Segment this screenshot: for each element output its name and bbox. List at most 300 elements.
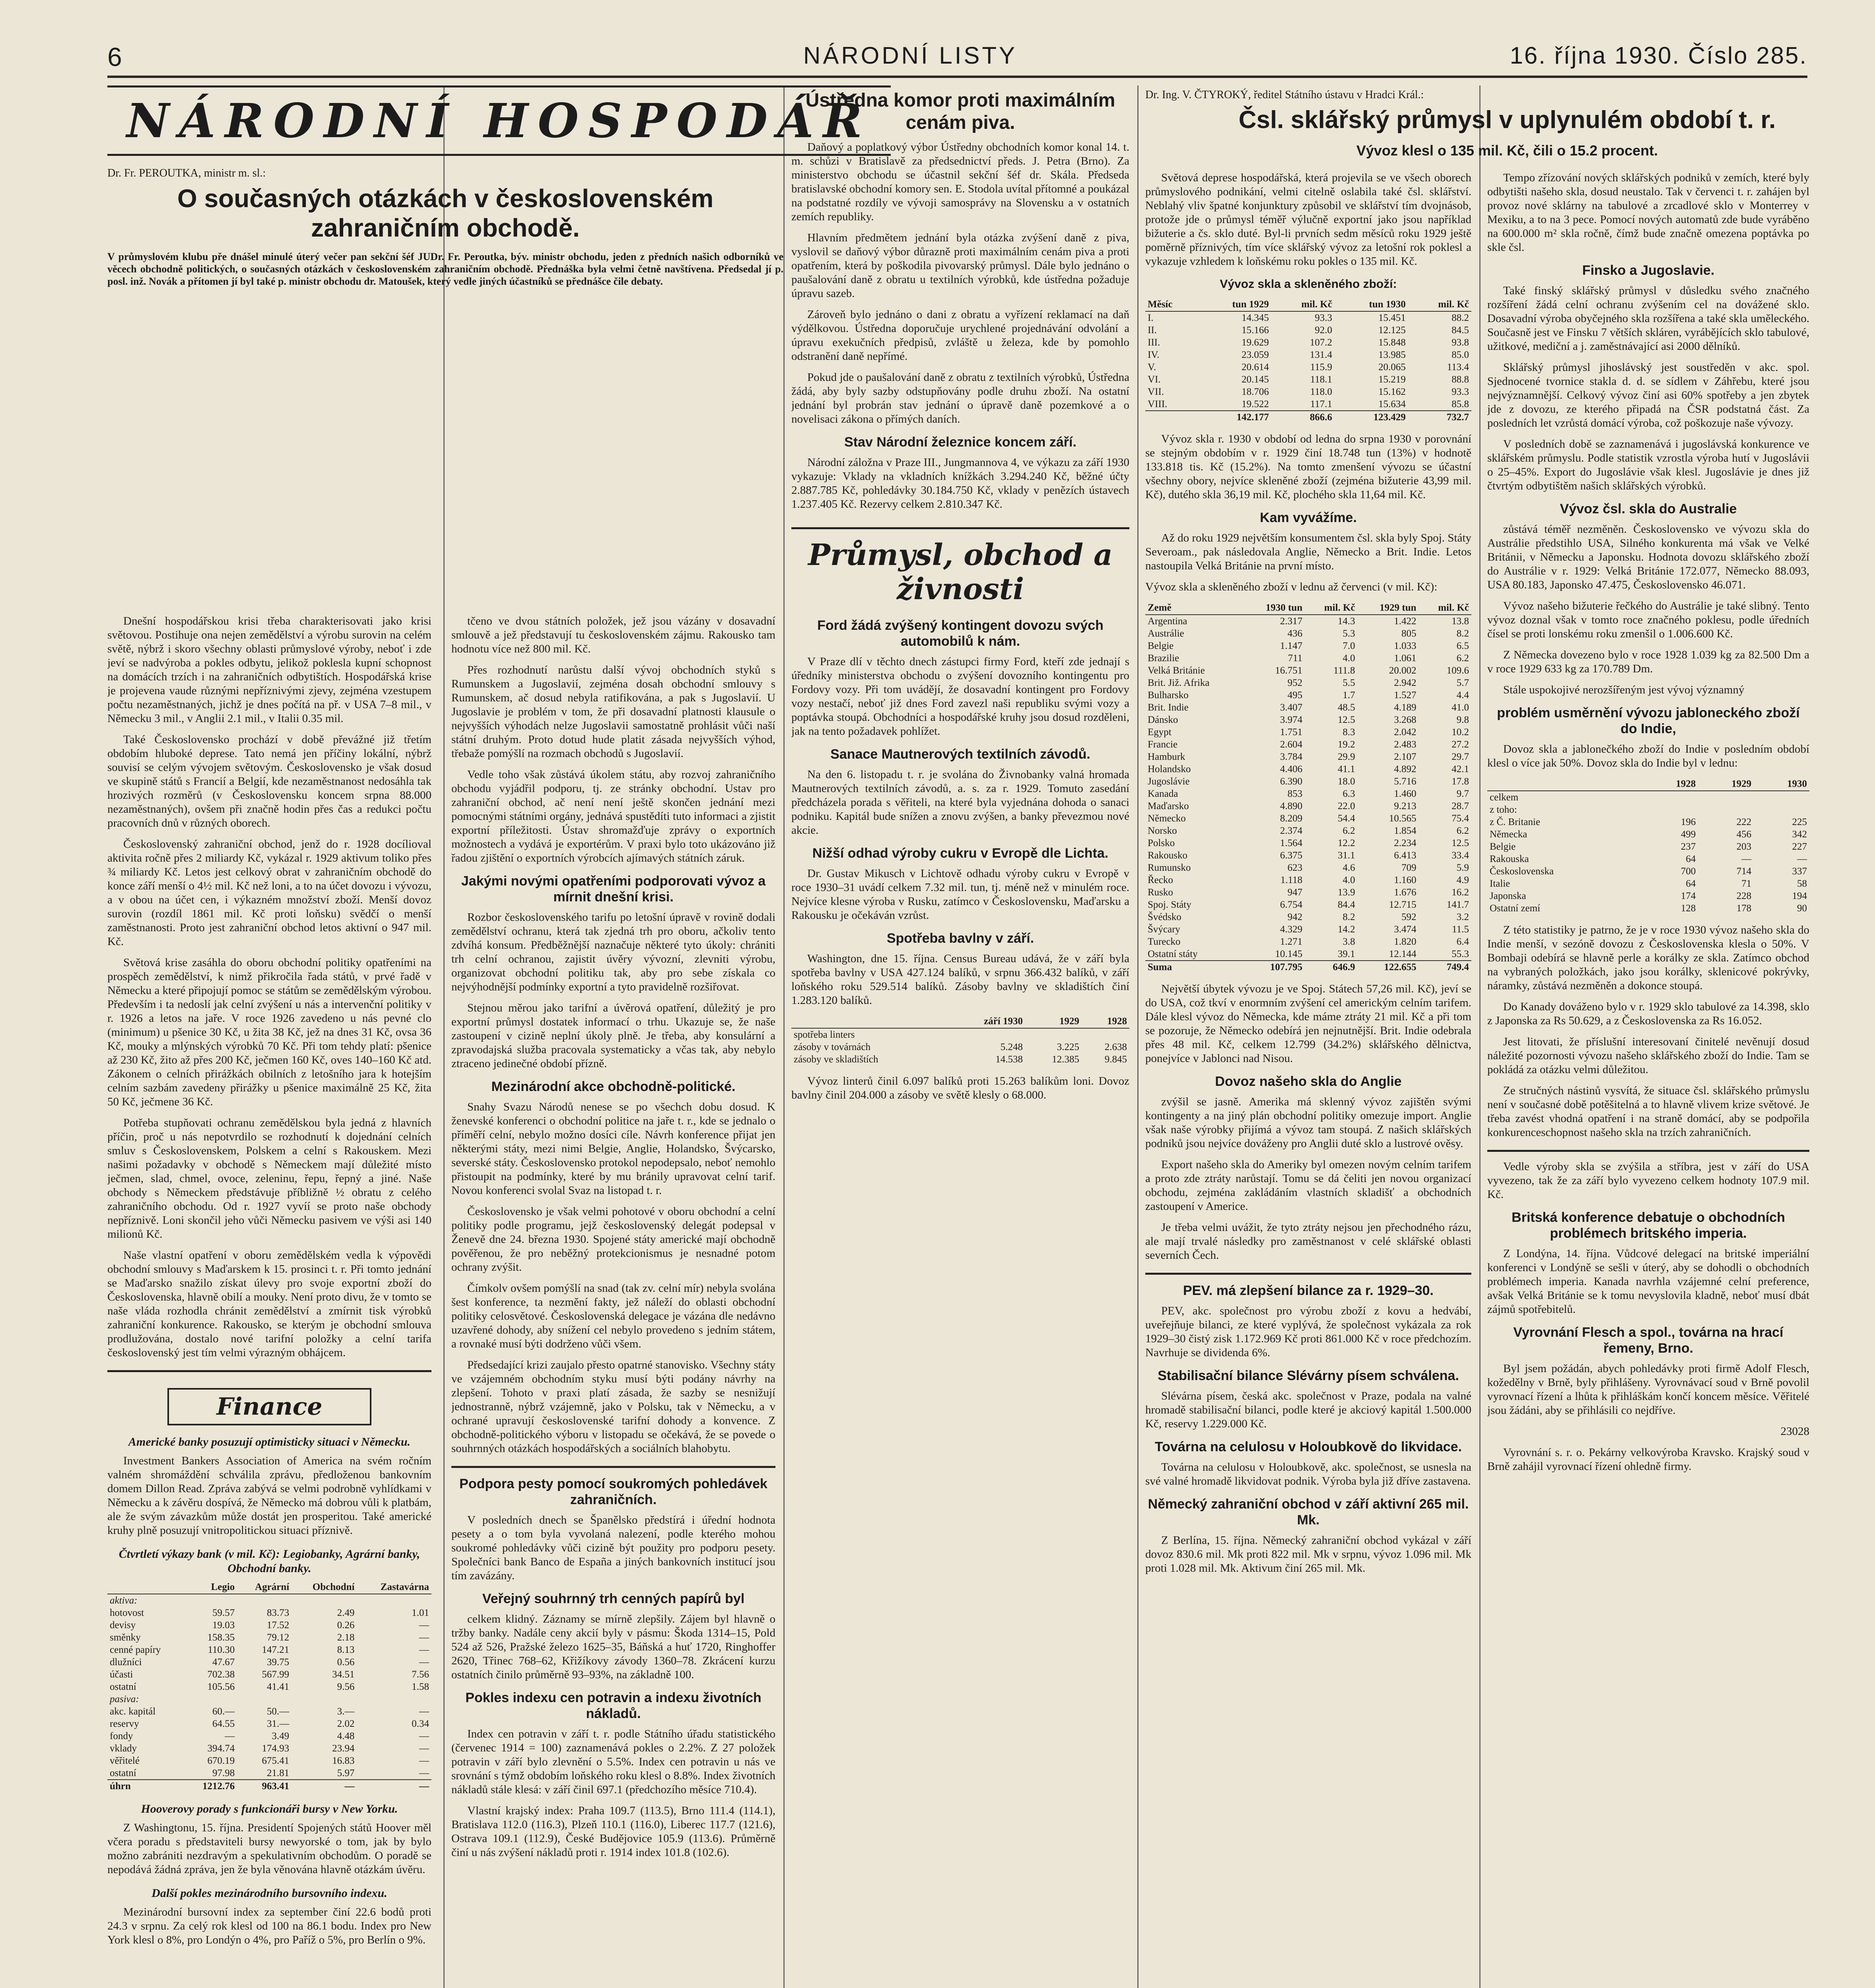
table-cell: 6.375 — [1280, 850, 1303, 861]
table-cell: 4.0 — [1343, 653, 1355, 664]
table-cell: 16.83 — [332, 1755, 355, 1766]
paragraph: Naše vlastní opatření v oboru zemědělském vedla k výpovědi obchodní smlouvy s Maďarskem k 15. prosinci t. r. Při tomto jednání se Maďarsko snažilo získat úlevy pro svoje exportní zboží do Československa, hlavně obilí a mouky. Není proto divu, že v tomto se naše vláda rozhodla chránit zemědělství a zmírnit tisk výrobků zahraniční konkurence. Rakousko, se kterým je obchodní smlouva prodlužována, dostalo nové tarifní položky a celní tarifa československý jest tím velmi výrazným obhájcem. — [107, 1249, 431, 1359]
table-cell: Francie — [1148, 739, 1177, 750]
table-cell: 79.12 — [267, 1632, 290, 1643]
paragraph: Snahy Svazu Národů nenese se po všechch dobu dosud. K ženevské konferenci o obchodní politice na jaře t. r., kde se jednalo o příměří celní, nebylo možno dosíci cíle. Návrh konference přijat jen některými státy, mezi nimi Belgie, Anglie, Holandsko, Švýcarsko, severské státy. Československo protokol nepodepsalo, neboť nemohlo přistoupit na podmínky, které by mu bránily upravovat celní tarif. Novou konferenci svolal Svaz na listopad t. r. — [451, 1101, 775, 1197]
page-number: 6 — [107, 42, 123, 72]
table-header: mil. Kč — [1305, 601, 1357, 615]
table-cell: 13.985 — [1378, 349, 1406, 360]
article-column-2 — [451, 614, 775, 1988]
table-cell: 88.2 — [1451, 313, 1469, 323]
table-cell: Polsko — [1148, 838, 1175, 848]
table-cell: Spoj. Státy — [1148, 899, 1191, 910]
divider — [107, 1370, 431, 1372]
table-row — [1145, 911, 1471, 923]
paragraph: Z Berlína, 15. října. Německý zahraniční obchod vykázal v září dovoz 830.6 mil. Mk proti 822 mil. Mk v srpnu, vývoz 1.096 mil. Mk proti 1.028 mil. Mk. Aktivum činí 265 mil. Mk. — [1145, 1534, 1471, 1574]
table-cell: Kanada — [1148, 788, 1178, 799]
table-header: tun 1929 — [1198, 298, 1271, 311]
table-cell: Egypt — [1148, 727, 1172, 738]
table-cell — [1145, 411, 1198, 423]
table-cell: — — [419, 1743, 429, 1754]
table-cell: 13.9 — [1337, 887, 1355, 898]
table-cell: 196 — [1681, 817, 1696, 827]
table-header: 1928 — [1642, 777, 1698, 791]
table-title: Vývoz skla a skleněného zboží: — [1220, 278, 1397, 291]
table-cell: 1.751 — [1280, 727, 1303, 738]
table-cell: 1.271 — [1280, 936, 1303, 947]
table-section-row — [107, 1693, 431, 1705]
divider — [1487, 1150, 1809, 1152]
subheading: Vývoz čsl. skla do Australie — [1560, 501, 1737, 516]
table-cell: 31.1 — [1337, 850, 1355, 861]
table-row — [1145, 899, 1471, 911]
table-row — [1145, 386, 1471, 398]
table-cell: 141.7 — [1446, 899, 1469, 910]
table-header-row — [107, 1580, 431, 1594]
table-header: Legio — [185, 1580, 237, 1594]
table-cell: V. — [1148, 362, 1156, 373]
table-cell: 1.460 — [1394, 788, 1416, 799]
table-cell: Bulharsko — [1148, 690, 1189, 701]
table-cell: fondy — [110, 1731, 133, 1741]
subheading: Jakými novými opatřeními podporovati vývoz a mírnit dnešní krisi. — [461, 874, 766, 905]
table-row — [1145, 800, 1471, 812]
table-cell: Brit. Indie — [1148, 702, 1189, 713]
table-cell: 1.160 — [1394, 875, 1416, 885]
news-headline: Britská konference debatuje o obchodních problémech britského imperia. — [1512, 1210, 1785, 1241]
table-cell: 20.002 — [1389, 665, 1416, 676]
table-row — [107, 1607, 431, 1619]
table-cell: 2.02 — [337, 1718, 355, 1729]
table-cell: 4.406 — [1280, 764, 1303, 775]
table-cell: Švýcary — [1148, 924, 1180, 935]
table-header: 1929 tun — [1358, 601, 1419, 615]
paragraph: Vedle výroby skla se zvýšila a stříbra, jest v září do USA vyvezeno, tak že za září bylo vyvezeno celkem hodnoty 107.9 mil. Kč. — [1487, 1160, 1809, 1201]
table-row — [1145, 862, 1471, 874]
table-cell: 41.1 — [1337, 764, 1355, 775]
table-cell: 8.3 — [1343, 727, 1355, 738]
table-row — [1145, 652, 1471, 664]
table-cell: 6.2 — [1343, 825, 1355, 836]
table-cell: 29.9 — [1337, 751, 1355, 762]
paragraph: Továrna na celulosu v Holoubkově, akc. společnost, se usnesla na své valné hromadě likvidovat podnik. Výroba byla již dříve zastavena. — [1145, 1461, 1471, 1487]
table-cell: 16.751 — [1275, 665, 1303, 676]
paragraph: Světová deprese hospodářská, která projevila se ve všech oborech průmyslového podnikání, velmi citelně oslabila také čsl. sklářství. Neblahý vliv špatné konjunktury způsobil ve sklářství tím dvojnásob, protože jde o průmysl téměř výlučně exportní jako jsou například bižuterie a čs. sklo duté. Byl-li prvních sedm měsíců roku 1929 ještě poměrně příznivých, tím více sklářský vývoz za letošní rok poklesl a vykazuje vzhledem k loňskému roku pokles o 135 mil. Kč. — [1145, 171, 1471, 268]
bank-table — [107, 1580, 431, 1792]
table-cell: VIII. — [1148, 399, 1168, 410]
table-cell: 4.890 — [1280, 801, 1303, 812]
table-cell: 2.604 — [1280, 739, 1303, 750]
table-cell: 14.538 — [995, 1054, 1023, 1065]
paragraph: Pokud jde o paušalování daně z obratu z textilních výrobků, Ústředna žádá, aby byly sazby odstupňovány podle druhu zboží. Na ostatní jednání byl probrán stav jednání o úpravě daně pozemkové a o novelisaci zákona o přímých daních. — [791, 371, 1129, 425]
news-headline: Nižší odhad výroby cukru v Evropě dle Lichta. — [812, 846, 1109, 861]
paragraph: Daňový a poplatkový výbor Ústředny obchodních komor konal 14. t. m. schůzi v Bratislavě za předsednictví předs. J. Petra (Brno). Za ministerstvo obchodu se účastnil sekční šéf dr. Skála. Předseda bratislavské obchodní komory sen. E. Stodola uvítal přítomné a poukázal na podstatné rozdíly ve vývoji samosprávy na Slovensku a v ostatních zemích republiky. — [791, 141, 1129, 223]
table-row — [791, 1028, 1129, 1041]
table-cell: 19.522 — [1242, 399, 1269, 410]
paragraph: Z Londýna, 14. října. Vůdcové delegací na britské imperiální konferenci v Londýně se sešli v úterý, aby se dohodli o obchodních problémech imperia. Kanada navrhla vzájemné celní preference, avšak Velká Británie se k tomu nevyslovila kladně, neboť musí dbát zájmů spotřebitelů. — [1487, 1247, 1809, 1316]
table-cell: 110.30 — [208, 1644, 235, 1655]
paragraph: Dovoz skla a jablonečkého zboží do Indie v posledním období klesl o více jak 50%. Dovoz skla do Indie byl v lednu: — [1487, 743, 1809, 769]
table-row — [1145, 837, 1471, 849]
cotton-table — [791, 1015, 1129, 1066]
table-cell: 34.51 — [332, 1669, 355, 1680]
table-cell — [1698, 804, 1754, 816]
table-section-label: pasiva: — [110, 1694, 139, 1705]
table-row — [1487, 865, 1809, 878]
table-total-row — [1145, 961, 1471, 973]
table-cell: 6.413 — [1394, 850, 1416, 861]
table-cell: Rakousko — [1148, 850, 1187, 861]
paragraph: celkem klidný. Záznamy se mírně zlepšily. Zájem byl hlavně o tržby banky. Nadále ceny akcií byly v pásmu: Škoda 1314–15, Pold 524 až 526, Pražské železo 1625–35, Báňská a huť 1720, Ringhoffer 2620, Třinec 768–62, Křižíkovy závody 1360–78. Zkrácení kurzu ostatních činilo průměrně 93–93%, na základně 100. — [451, 1613, 775, 1681]
paragraph: Dr. Gustav Mikusch v Lichtově odhadu výroby cukru v Evropě v roce 1930–31 uvádí celkem 7.32 mil. tun, tj. méně než v minulém roce. Nejvíce klesne výroba v Rusku, zatímco v Československu, Maďarsku a Rakousku je očekáván vzrůst. — [791, 867, 1129, 922]
glass-export-country-table — [1145, 601, 1471, 973]
table-cell: Maďarsko — [1148, 801, 1189, 812]
table-cell — [948, 1028, 1025, 1041]
table-cell: Německa — [1490, 829, 1527, 840]
table-cell: 93.3 — [1451, 386, 1469, 397]
table-cell: 1.564 — [1280, 838, 1303, 848]
table-cell: 700 — [1681, 866, 1696, 877]
table-cell: 12.715 — [1389, 899, 1416, 910]
table-cell: 227 — [1792, 841, 1807, 852]
news-headline: Sanace Mautnerových textilních závodů. — [830, 747, 1090, 762]
news-headline: PEV. má zlepšení bilance za r. 1929–30. — [1183, 1283, 1434, 1298]
table-cell: 39.75 — [267, 1657, 290, 1668]
paragraph: Předsedající krizi zaujalo přesto opatrné stanovisko. Všechny státy ve vzájemném obchodním styku musí býti podány návrhy na zlepšení. Tohoto v praxi platí zásada, že sazby se nesnižují jednostranně, nýbrž vzájemně, jako v Polsku, tak v Německu, a v ochrané upravují československé tarifní dohody a konvence. Z obchodně-politického výboru v listopadu se očekává, že se povede o souhrnných otázkách hospodářských a sociálních blahobytu. — [451, 1359, 775, 1455]
paragraph: Z Německa dovezeno bylo v roce 1928 1.039 kg za 82.500 Dm a v roce 1929 633 kg za 170.789 Dm. — [1487, 648, 1809, 675]
table-row — [1145, 373, 1471, 386]
news-headline: Stabilisační bilance Slévárny písem schválena. — [1158, 1368, 1459, 1383]
table-cell: — — [419, 1706, 429, 1717]
table-cell: 3.2 — [1456, 912, 1469, 922]
table-row — [1487, 804, 1809, 816]
paragraph: Největší úbytek vývozu je ve Spoj. Státech 57,26 mil. Kč), jeví se do USA, což tkví v enormním zvýšení cel americkým celním tarifem. Dále klesl vývoz do Německa, kde máme ztráty 21 mil. Kč a při tom se pozoruje, že Německo odebírá jen nejnutnější. Brit. Indie odebrala přes 48 mil. Kč, celkem 12.799 (34.2%) sklářského dělnictva, ponejvíce v Jablonci nad Nisou. — [1145, 982, 1471, 1065]
table-cell: 178 — [1736, 903, 1752, 914]
table-cell: VI. — [1148, 374, 1161, 385]
table-cell: 567.99 — [262, 1669, 290, 1680]
table-cell: 28.7 — [1451, 801, 1469, 812]
table-cell: 456 — [1736, 829, 1752, 840]
table-row — [1145, 311, 1471, 324]
table-cell: 14.345 — [1242, 313, 1269, 323]
table-header: tun 1930 — [1335, 298, 1408, 311]
divider — [451, 1466, 775, 1468]
table-cell: Rakouska — [1490, 854, 1529, 864]
table-cell: 3.474 — [1394, 924, 1416, 935]
paragraph: Až do roku 1929 největším konsumentem čsl. skla byly Spoj. Státy Severoam., pak následovala Anglie, Německo a Brit. Indie. Letos nastoupila Velká Británie na první místo. — [1145, 532, 1471, 572]
table-cell: 2.18 — [337, 1632, 355, 1643]
table-cell: 342 — [1792, 829, 1807, 840]
table-row — [107, 1742, 431, 1755]
paragraph: Vývoz našeho bižuterie řečkého do Austrálie je také slibný. Tento vývoz doznal však v tomto roce značného poklesu, podle úředních čísel se proti lonskému roku zmenšil o 1.006.600 Kč. — [1487, 600, 1809, 640]
paragraph: Vyrovnání s. r. o. Pekárny velkovýroba Kravsko. Krajský soud v Brně zahájil vyrovnací řízení ohledně firmy. — [1487, 1446, 1809, 1473]
table-cell — [1082, 1028, 1129, 1041]
table-cell: Turecko — [1148, 936, 1181, 947]
table-cell: 12.125 — [1378, 325, 1406, 336]
table-cell: 5.7 — [1456, 678, 1469, 688]
table-cell: 6.390 — [1280, 776, 1303, 787]
table-cell: 19.03 — [212, 1620, 235, 1631]
news-headline: Veřejný souhrnný trh cenných papírů byl — [482, 1591, 745, 1606]
table-row — [1145, 349, 1471, 361]
table-cell: 2.317 — [1280, 616, 1303, 627]
paragraph: V posledních době se zaznamenává i jugoslávská konkurence ve sklářském průmyslu. Podle statistik vzrostla výroba hutí v Jugoslávii o 25–45%. Export do Jugoslávie však klesl. Jugoslávie je dnes již čtvrtým odbytištěm našich sklářských výrobků. — [1487, 438, 1809, 492]
paragraph: Jest litovati, že příslušní interesovaní činitelé nevěnují dosud náležité pozornosti vývozu našeho sklářského zboží do Indie. Tam se pokládá za otázku velmi důležitou. — [1487, 1035, 1809, 1076]
paragraph: Sklářský průmysl jihoslávský jest soustředěn v akc. spol. Sjednocené tvornice stakla d. d. se sídlem v Záhřebu, které jsou nejvýznamnější. Celkový vývoz činí asi 60% spotřeby a jen zbytek jde z dovozu, ze kterého připadá na ČSR podstatná část. Za posledních let vzrůstá domácí výroba, což poškozuje naše vývozy. — [1487, 361, 1809, 429]
paragraph: Washington, dne 15. října. Census Bureau udává, že v září byla spotřeba bavlny v USA 427.124 balíků, v srpnu 366.432 balíků, v září loňského roku 529.514 balíků. Zásoby bavlny ve skladištích činí 1.283.120 balíků. — [791, 952, 1129, 1007]
table-cell: 48.5 — [1337, 702, 1355, 713]
table-cell: 75.4 — [1451, 813, 1469, 824]
table-cell: Rusko — [1148, 887, 1173, 898]
table-cell: 2.483 — [1394, 739, 1416, 750]
table-cell: 714 — [1736, 866, 1752, 877]
table-row — [107, 1681, 431, 1693]
table-cell: 623 — [1287, 862, 1303, 873]
paragraph: Do Kanady dováženo bylo v r. 1929 sklo tabulové za 14.398, sklo z Japonska za Rs 50.629, a z Československa za Rs 16.052. — [1487, 1000, 1809, 1027]
table-cell: 113.4 — [1447, 362, 1469, 373]
table-cell: zásoby v továrnách — [794, 1042, 870, 1052]
subheading: Mezinárodní akce obchodně-politické. — [491, 1079, 736, 1094]
table-cell: Ostatní státy — [1148, 949, 1198, 959]
paragraph: Vedle toho však zůstává úkolem státu, aby rozvoj zahraničního obchodu vyjádřil podporu, tj. ze stránky obchodní. Ustav pro zahraniční obchod, ač není není ještě skončen jednání mezi pomocnými státními orgány, jednává spustědíti tuto informaci a zjistit exportní příležitosti. Ústav shromažďuje zprávy o exportních možnostech a vydává je exportérům. V praxi bylo toto ukázováno již řadou zjištění o exportních výrobcích ajímavých státních záruk. — [451, 768, 775, 864]
table-cell: 128 — [1681, 903, 1696, 914]
table-cell: 10.565 — [1389, 813, 1416, 824]
table-cell: 2.042 — [1394, 727, 1416, 738]
paragraph: Index cen potravin v září t. r. podle Státního úřadu statistického (červenec 1914 = 100) zaznamenává pokles o 2.2%. Z 27 položek potravin v září bylo zlevnění o 5.5%. Index cen potravin u nás ve srovnání s týmž obdobím loňského roku klesl o 8.8%. Index životních nákladů stále klesá: v září činil 697.1 (předchozího měsíce 710.4). — [451, 1728, 775, 1796]
table-cell: 1212.76 — [185, 1780, 237, 1792]
table-cell: 6.3 — [1343, 788, 1355, 799]
table-cell: 4.4 — [1456, 690, 1469, 701]
table-cell: 709 — [1401, 862, 1416, 873]
table-cell: 111.8 — [1333, 665, 1355, 676]
paragraph: Dnešní hospodářskou krisi třeba charakterisovati jako krisi světovou. Postihuje ona nejen zemědělství a výrobu surovin na celém světě, nýbrž i skoro všechny oblasti průmyslové výroby, neboť i zde jeví se nadvýroba a pokles odbytu, jelikož poklesla kupní schopnost na domácích trzích i na zahraničních odbytištích. Hospodářská krise je projevena vaude různými nepříznivými zjevy, zejména vzestupem počtu nezaměstnaných, jichž je dnes počítá na př. v USA 7–8 mil., v Německu 3 mil., v Anglii 2.1 mil., v Italii 0.35 mil. — [107, 615, 431, 725]
paragraph: Hlavním předmětem jednání byla otázka zvýšení daně z piva, vyslovil se daňový výbor důrazně proti maximálním cenám piva a proti opatřením, která by poškodila pivovarský průmysl. Dále bylo jednáno o paušalování daně z obratu u textilních výrobků, kde ústředna požaduje úpravu sazeb. — [791, 231, 1129, 300]
table-cell: 8.2 — [1456, 628, 1469, 639]
byline: Dr. Fr. PEROUTKA, ministr m. sl.: — [107, 167, 266, 179]
table-cell: 18.706 — [1242, 386, 1269, 397]
table-cell: 64 — [1686, 878, 1696, 889]
table-cell: 805 — [1401, 628, 1416, 639]
table-row — [1145, 849, 1471, 862]
table-row — [1487, 890, 1809, 902]
table-cell: 5.716 — [1394, 776, 1416, 787]
table-cell: 4.189 — [1394, 702, 1416, 713]
table-row — [1145, 775, 1471, 788]
table-cell: 15.162 — [1378, 386, 1406, 397]
table-cell: 2.49 — [337, 1607, 355, 1618]
table-cell: 60.— — [212, 1706, 235, 1717]
table-cell: 0.26 — [337, 1620, 355, 1631]
table-cell: 105.56 — [207, 1681, 235, 1692]
table-header: mil. Kč — [1419, 601, 1471, 615]
column-rule — [1137, 85, 1139, 1988]
table-cell: 13.8 — [1451, 616, 1469, 627]
table-row — [107, 1668, 431, 1681]
news-headline: Stav Národní železnice koncem září. — [844, 435, 1076, 450]
table-cell: 9.8 — [1456, 714, 1469, 725]
table-header: mil. Kč — [1408, 298, 1471, 311]
table-cell: 97.98 — [212, 1768, 235, 1778]
table-cell: 3.— — [337, 1706, 355, 1717]
table-cell: — — [225, 1731, 235, 1741]
table-header: 1930 — [1754, 777, 1809, 791]
table-cell: devisy — [110, 1620, 136, 1631]
paragraph: Na den 6. listopadu t. r. je svolána do Živnobanky valná hromada Mautnerových textilních závodů, a. s. za r. 1929. Tomuto zasedání předcházela porada s věřiteli, na které byla vyjednána dohoda o sanaci podniku. Kapitál bude snížen a znovu zvýšen, a banky převezmou nové akcie. — [791, 768, 1129, 837]
table-cell: 1.01 — [412, 1607, 429, 1618]
table-cell: zásoby ve skladištích — [794, 1054, 878, 1065]
table-cell: 646.9 — [1305, 961, 1357, 973]
paragraph: Ze stručných nástinů vysvítá, že situace čsl. sklářského průmyslu není v současné době potěšitelná a to hlavně vlivem krize světové. Je třeba zavést vhodná opatření i na straně domácí, aby se podpořila konkurenceschopnost našeho skla na trzích zahraničních. — [1487, 1084, 1809, 1139]
paragraph: tčeno ve dvou státních položek, jež jsou vázány v dosavadní smlouvě a jež představují tu československém zájmu. Rakousko tam hodnotu více než 800 mil. Kč. — [451, 615, 775, 655]
table-cell: 942 — [1287, 912, 1303, 922]
news-headline: Továrna na celulosu v Holoubkově do likvidace. — [1154, 1439, 1462, 1454]
table-row — [107, 1767, 431, 1780]
table-cell: — — [357, 1780, 431, 1792]
table-cell: 6.4 — [1456, 936, 1469, 947]
table-cell: 7.0 — [1343, 641, 1355, 651]
table-row — [1145, 726, 1471, 738]
table-cell: 85.8 — [1451, 399, 1469, 410]
table-cell: IV. — [1148, 349, 1160, 360]
table-row — [1145, 812, 1471, 825]
table-cell: 499 — [1681, 829, 1696, 840]
table-cell: 84.5 — [1451, 325, 1469, 336]
table-cell: — — [1741, 854, 1752, 864]
table-cell: Řecko — [1148, 875, 1173, 885]
table-cell: 142.177 — [1198, 411, 1271, 423]
paragraph: Také Československo prochází v době převážné již třetím obdobím hluboké deprese. Tato nemá jen příčiny lokální, nýbrž souvisí se celým vývojem světovým. Československo je však dosud ve skupině států s Francií a Belgií, kde nezaměstnanost nedosáhla tak hrozivých rozměrů (v Československu koncem srpna 88.000 nezaměstnaných), ovšem při značně hodin přes čas a redukci počtu pracovních dnů v různých oborech. — [107, 733, 431, 829]
news-headline: Spotřeba bavlny v září. — [886, 931, 1034, 946]
table-row — [107, 1656, 431, 1668]
table-cell: I. — [1148, 313, 1154, 323]
paragraph: Vývoz linterů činil 6.097 balíků proti 15.263 balíkům loni. Dovoz bavlny činil 204.000 a zásoby ve světě klesly o 68.000. — [791, 1075, 1129, 1101]
table-cell: 9.845 — [1104, 1054, 1127, 1065]
table-cell: 1.854 — [1394, 825, 1416, 836]
table-cell: 1.033 — [1394, 641, 1416, 651]
table-cell: — — [419, 1768, 429, 1778]
table-row — [1145, 664, 1471, 677]
paragraph: Z Washingtonu, 15. října. Presidentí Spojených států Hoover měl včera poradu s představiteli bursy newyorské o tom, jak by bylo možno zabrániti nezdravým a spekulativním obchodům. O poradě se nepodává žádná zpráva, jen že byla věnována hlavně otázkám úvěru. — [107, 1821, 431, 1876]
table-cell: 174 — [1681, 891, 1696, 901]
table-cell: 5.248 — [1000, 1042, 1023, 1052]
table-cell — [1025, 1028, 1082, 1041]
table-cell: 11.5 — [1452, 924, 1469, 935]
table-row — [1145, 701, 1471, 714]
table-row — [1145, 324, 1471, 336]
paragraph: Čímkolv ovšem pomýšlí na snad (tak zv. celní mír) nebyla svolána šest konference, ta nezmění fakty, jež náleží do oblasti obchodní politiky celosvětové. Československá delegace je vázána dle nedávno uzavřené dohody, aby snížení cel nebylo provedeno s jedním státem, a rovnaké musí býti dodrženo vůči všem. — [451, 1282, 775, 1350]
issue-date: 16. října 1930. Číslo 285. — [1510, 42, 1807, 69]
table-cell: 107.795 — [1244, 961, 1305, 973]
table-cell: 27.2 — [1451, 739, 1469, 750]
table-row — [107, 1755, 431, 1767]
table-cell: Norsko — [1148, 825, 1177, 836]
table-cell: 1.676 — [1394, 887, 1416, 898]
table-cell: 2.107 — [1394, 751, 1416, 762]
table-cell: — — [1797, 854, 1807, 864]
table-cell: Brit. Již. Afrika — [1148, 678, 1210, 688]
paragraph: zůstává téměř nezměněn. Československo ve vývozu skla do Austrálie předstihlo USA, Silného konkurenta má však ve Velké Británii, v Německu a Japonsku. Hodnota dovozu sklářského zboží do Austrálie v r. 1929: Velká Británie 172.077, Německo 88.093, USA 80.183, Japonsko 47.475, Československo 46.071. — [1487, 523, 1809, 591]
table-cell: 5.3 — [1343, 628, 1355, 639]
subheading: Dovoz našeho skla do Anglie — [1215, 1074, 1402, 1089]
table-cell: 41.0 — [1451, 702, 1469, 713]
glass-column-2 — [1487, 171, 1809, 1988]
table-cell: 12.2 — [1337, 838, 1355, 848]
paragraph: Mezinárodní bursovní index za september činí 22.6 bodů proti 24.3 v srpnu. Za celý rok klesl od 100 na 86.1 bodu. Index pro New York klesl o 8%, pro Londýn o 4%, pro Paříž o 5%, pro Berlín o 9%. — [107, 1906, 431, 1946]
paragraph: Vývoz skla a skleněného zboží v lednu až červenci (v mil. Kč): — [1145, 580, 1438, 593]
table-header: Agrární — [237, 1580, 291, 1594]
table-cell: 17.52 — [267, 1620, 290, 1631]
table-cell: 6.2 — [1456, 825, 1469, 836]
table-row — [1145, 763, 1471, 775]
table-header-row — [791, 1015, 1129, 1028]
subheading: problém usměrnění vývozu jabloneckého zboží do Indie, — [1497, 705, 1800, 736]
table-cell: Velká Británie — [1148, 665, 1205, 676]
table-header: mil. Kč — [1271, 298, 1335, 311]
table-cell: 16.2 — [1451, 887, 1469, 898]
table-row — [1145, 398, 1471, 411]
section-title: Průmysl, obchod a živnosti — [791, 527, 1129, 606]
table-cell: 3.407 — [1280, 702, 1303, 713]
table-cell — [1642, 804, 1698, 816]
table-cell: 592 — [1401, 912, 1416, 922]
table-header: Zastavárna — [357, 1580, 431, 1594]
paragraph: Vlastní krajský index: Praha 109.7 (113.5), Brno 111.4 (114.1), Bratislava 112.0 (116.3), Plzeň 110.1 (116.0), Liberec 117.7 (121.6), Ostrava 109.1 (112.9), České Budějovice 105.9 (113.6). Průměrně činí u nás zvýšení nákladů proti r. 1914 index 101.8 (102.6). — [451, 1804, 775, 1859]
table-cell: Rumunsko — [1148, 862, 1191, 873]
table-cell: 14.3 — [1337, 616, 1355, 627]
table-row — [1145, 936, 1471, 948]
table-cell: 15.634 — [1378, 399, 1406, 410]
table-cell: 237 — [1681, 841, 1696, 852]
table-cell: 17.8 — [1451, 776, 1469, 787]
table-cell: vklady — [110, 1743, 137, 1754]
table-cell: 6.2 — [1456, 653, 1469, 664]
table-cell: 93.8 — [1451, 337, 1469, 348]
table-row — [791, 1053, 1129, 1066]
table-cell: 5.5 — [1343, 678, 1355, 688]
article-title: O současných otázkách v československém zahraničním obchodě. — [177, 184, 714, 242]
table-cell: Ostatní zemí — [1490, 903, 1541, 914]
table-cell: 118.0 — [1310, 386, 1332, 397]
table-cell: ostatní — [110, 1768, 136, 1778]
paragraph: Rozbor československého tarifu po letošní úpravě v rovině dodali zemědělství ochranu, která tak zjedná trh pro oboru, ačkoliv tento zdvíhá konsum. Předběžnější naznačuje některé tyto úkoly: chrániti trh celní ochranou, zajistit úvěry vývozní, zlevniti výrobu, organizovat obchodní politiku tak, aby pro sebe získala co nejvýhodnější podmínky exportní a tyto pravidelně rozšiřovat. — [451, 911, 775, 993]
table-cell: Italie — [1490, 878, 1510, 889]
table-cell: 107.2 — [1310, 337, 1332, 348]
news-headline: Vyrovnání Flesch a spol., továrna na hrací řemeny, Brno. — [1513, 1325, 1784, 1356]
table-cell: — — [419, 1632, 429, 1643]
table-cell: 4.48 — [337, 1731, 355, 1741]
paragraph: Také finský sklářský průmysl v důsledku svého značného rozšíření žádá celní ochranu zvýšením cel na dovážené sklo. Dosavadní výroba obyčejného skla rozšířena a také skla uměleckého. Současně jest ve Finsku 7 větších skláren, vyrábějících sklo tabulové, užitkové, mediční a j. zaměstnávající asi 2000 dělníků. — [1487, 284, 1809, 353]
table-row — [107, 1631, 431, 1644]
table-cell: 2.638 — [1104, 1042, 1127, 1052]
table-cell: 3.8 — [1343, 936, 1355, 947]
table-cell — [1642, 791, 1698, 804]
table-header-row — [1145, 601, 1471, 615]
byline: Dr. Ing. V. ČTYROKÝ, ředitel Státního ústavu v Hradci Král.: — [1145, 89, 1424, 101]
table-header: Obchodní — [291, 1580, 357, 1594]
table-header: září 1930 — [948, 1015, 1025, 1028]
glass-column-1 — [1145, 171, 1471, 1988]
table-cell: 203 — [1736, 841, 1752, 852]
table-cell: 1.7 — [1343, 690, 1355, 701]
table-row — [1145, 640, 1471, 652]
table-header: 1930 tun — [1244, 601, 1305, 615]
table-cell: 952 — [1287, 678, 1303, 688]
table-cell: 1.527 — [1394, 690, 1416, 701]
table-cell: 9.213 — [1394, 801, 1416, 812]
table-cell: 4.6 — [1343, 862, 1355, 873]
table-total-row — [1145, 411, 1471, 423]
table-cell — [1698, 791, 1754, 804]
